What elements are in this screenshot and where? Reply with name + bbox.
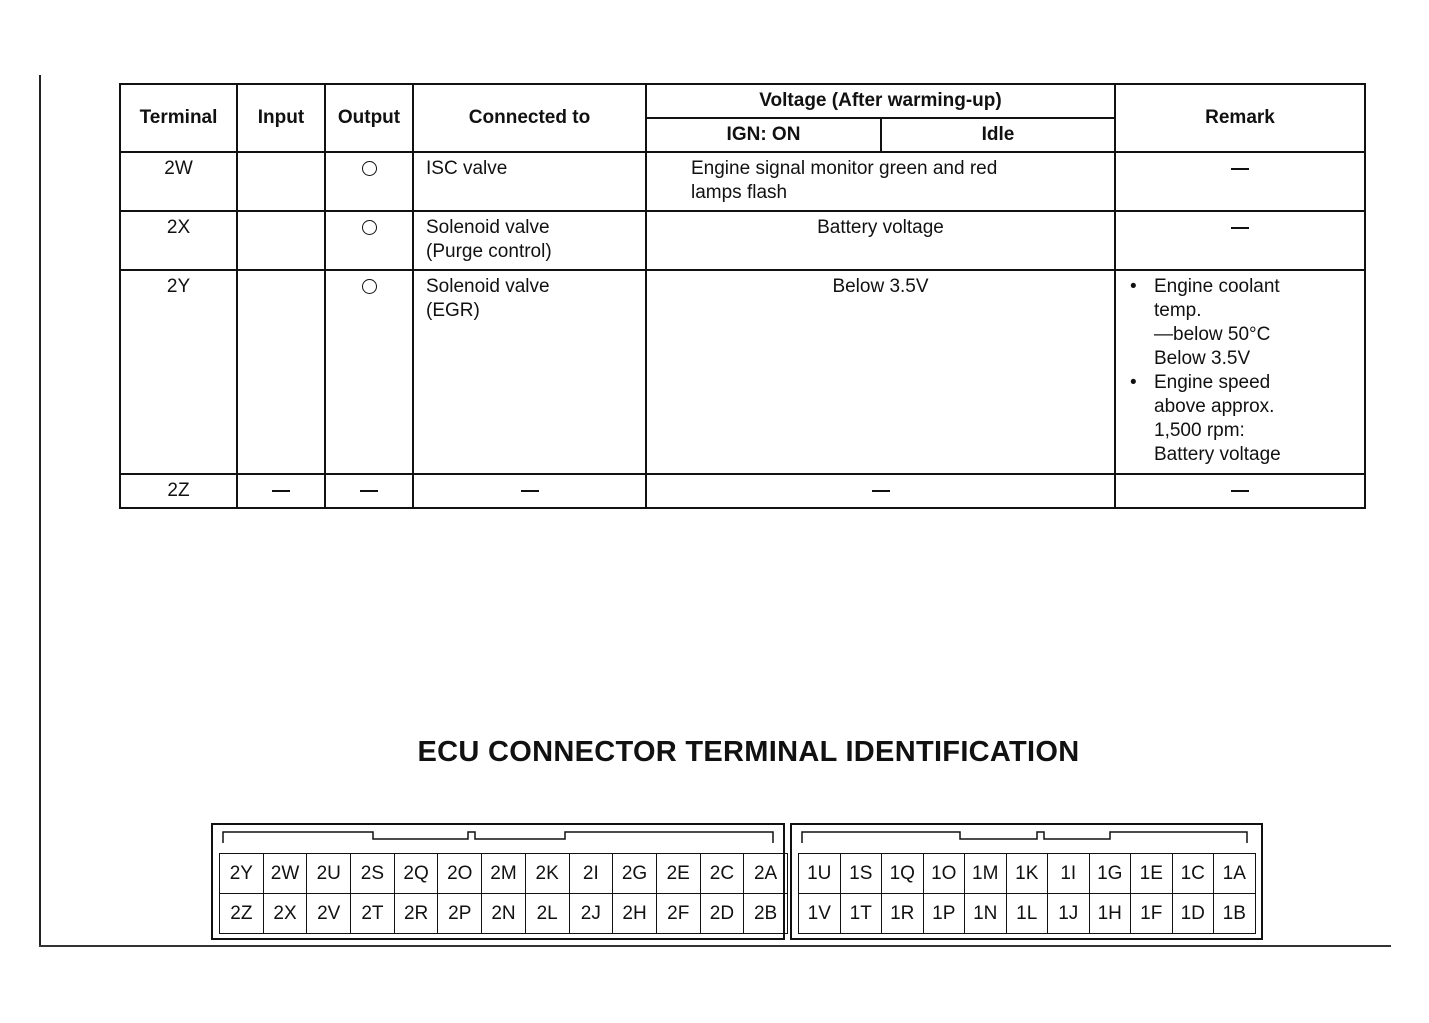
connector-terminal-cell: 1U — [799, 854, 841, 894]
voltage-line: Battery voltage — [817, 217, 944, 238]
header-voltage: Voltage (After warming-up) — [646, 84, 1115, 118]
connected-cell — [413, 152, 646, 211]
connector-1-terminal-grid — [798, 853, 1256, 934]
dash-icon — [1231, 168, 1249, 170]
connector-terminal-cell: 2M — [482, 854, 526, 894]
input-cell — [237, 474, 325, 508]
connector-terminal-cell: 2J — [570, 894, 614, 934]
header-input: Input — [237, 84, 325, 152]
dash-icon — [1231, 227, 1249, 229]
connector-terminal-cell: 1T — [841, 894, 883, 934]
voltage-cell — [646, 474, 1115, 508]
bullet-icon: • — [1130, 372, 1137, 393]
connector-terminal-cell: 2O — [438, 854, 482, 894]
output-cell — [325, 474, 413, 508]
connector-terminal-cell: 1S — [841, 854, 883, 894]
bullet-icon: • — [1130, 276, 1137, 297]
remark-line: —below 50°C — [1154, 324, 1271, 345]
header-connected-to: Connected to — [413, 84, 646, 152]
connector-terminal-cell: 1J — [1048, 894, 1090, 934]
remark-line: 1,500 rpm: — [1154, 420, 1245, 441]
voltage-line: lamps flash — [691, 182, 788, 203]
input-cell — [237, 211, 325, 270]
terminal-cell: 2X — [120, 211, 237, 270]
connector-terminal-cell: 1E — [1131, 854, 1173, 894]
connector-terminal-cell: 1H — [1090, 894, 1132, 934]
connected-cell — [413, 270, 646, 474]
connector-terminal-cell: 2R — [395, 894, 439, 934]
connector-terminal-cell: 2V — [307, 894, 351, 934]
remark-line: Engine speed — [1154, 372, 1271, 393]
remark-bullet — [1130, 275, 1364, 371]
terminal-spec-table — [119, 83, 1366, 509]
table-row — [120, 270, 1365, 474]
voltage-line: Below 3.5V — [832, 276, 929, 297]
connector-terminal-cell: 2F — [657, 894, 701, 934]
header-terminal: Terminal — [120, 84, 237, 152]
voltage-cell — [646, 211, 1115, 270]
connected-line: ISC valve — [426, 158, 508, 179]
header-output: Output — [325, 84, 413, 152]
dash-icon — [521, 490, 539, 492]
remark-line: above approx. — [1154, 396, 1275, 417]
header-ign-on: IGN: ON — [646, 118, 881, 152]
connector-terminal-cell: 2L — [526, 894, 570, 934]
connector-terminal-cell: 2U — [307, 854, 351, 894]
connector-terminal-cell: 1G — [1090, 854, 1132, 894]
remark-line: Below 3.5V — [1154, 348, 1251, 369]
connector-2-terminal-grid — [219, 853, 788, 934]
connected-line: Solenoid valve — [426, 217, 550, 238]
connected-cell — [413, 211, 646, 270]
connector-terminal-cell: 2Y — [220, 854, 264, 894]
remark-cell — [1115, 211, 1365, 270]
output-cell — [325, 152, 413, 211]
output-cell — [325, 211, 413, 270]
dash-icon — [272, 490, 290, 492]
connector-terminal-cell: 2H — [613, 894, 657, 934]
connector-terminal-cell: 2E — [657, 854, 701, 894]
remark-bullet — [1130, 371, 1364, 467]
ecu-connector-1 — [790, 823, 1263, 940]
connector-terminal-cell: 2I — [570, 854, 614, 894]
ecu-connector-2 — [211, 823, 785, 940]
output-circle-icon — [362, 220, 377, 235]
section-title: ECU CONNECTOR TERMINAL IDENTIFICATION — [417, 736, 1080, 768]
dash-icon — [872, 490, 890, 492]
connector-terminal-cell: 1O — [924, 854, 966, 894]
voltage-cell — [646, 270, 1115, 474]
table-row — [120, 474, 1365, 508]
remark-line: Battery voltage — [1154, 444, 1281, 465]
connector-terminal-cell: 2K — [526, 854, 570, 894]
remark-cell — [1115, 152, 1365, 211]
bottom-rule — [39, 945, 1391, 947]
connector-terminal-cell: 2X — [264, 894, 308, 934]
input-cell — [237, 152, 325, 211]
voltage-cell — [646, 152, 1115, 211]
connector-terminal-cell: 1P — [924, 894, 966, 934]
connector-terminal-cell: 1L — [1007, 894, 1049, 934]
connector-terminal-cell: 1C — [1173, 854, 1215, 894]
connected-line: Solenoid valve — [426, 276, 550, 297]
connector-terminal-cell: 1B — [1214, 894, 1256, 934]
connector-terminal-cell: 2Q — [395, 854, 439, 894]
connector-terminal-cell: 2S — [351, 854, 395, 894]
connector-terminal-cell: 1I — [1048, 854, 1090, 894]
remark-line: Engine coolant — [1154, 276, 1280, 297]
connected-cell — [413, 474, 646, 508]
header-remark: Remark — [1115, 84, 1365, 152]
remark-cell — [1115, 270, 1365, 474]
terminal-cell: 2Y — [120, 270, 237, 474]
connector-terminal-cell: 2D — [701, 894, 745, 934]
connector-terminal-cell: 2C — [701, 854, 745, 894]
connector-terminal-cell: 2N — [482, 894, 526, 934]
connector-terminal-cell: 1D — [1173, 894, 1215, 934]
connector-terminal-cell: 1R — [882, 894, 924, 934]
header-idle: Idle — [881, 118, 1115, 152]
connector-terminal-cell: 2T — [351, 894, 395, 934]
connector-terminal-cell: 1N — [965, 894, 1007, 934]
remark-cell — [1115, 474, 1365, 508]
connector-terminal-cell: 2W — [264, 854, 308, 894]
voltage-line: Engine signal monitor green and red — [691, 158, 998, 179]
connector-terminal-cell: 2G — [613, 854, 657, 894]
connector-terminal-cell: 1K — [1007, 854, 1049, 894]
table-row — [120, 152, 1365, 211]
connector-terminal-cell: 1A — [1214, 854, 1256, 894]
connector-terminal-cell: 2P — [438, 894, 482, 934]
connected-line: (Purge control) — [426, 241, 552, 262]
dash-icon — [360, 490, 378, 492]
left-margin-rule — [39, 75, 41, 947]
connector-terminal-cell: 2A — [744, 854, 788, 894]
remark-line: temp. — [1154, 300, 1202, 321]
connector-terminal-cell: 2Z — [220, 894, 264, 934]
connector-terminal-cell: 1M — [965, 854, 1007, 894]
connected-line: (EGR) — [426, 300, 480, 321]
terminal-cell: 2Z — [120, 474, 237, 508]
connector-terminal-cell: 1F — [1131, 894, 1173, 934]
connector-terminal-cell: 1Q — [882, 854, 924, 894]
output-circle-icon — [362, 279, 377, 294]
terminal-cell: 2W — [120, 152, 237, 211]
output-cell — [325, 270, 413, 474]
dash-icon — [1231, 490, 1249, 492]
table-row — [120, 211, 1365, 270]
connector-terminal-cell: 1V — [799, 894, 841, 934]
output-circle-icon — [362, 161, 377, 176]
connector-terminal-cell: 2B — [744, 894, 788, 934]
input-cell — [237, 270, 325, 474]
